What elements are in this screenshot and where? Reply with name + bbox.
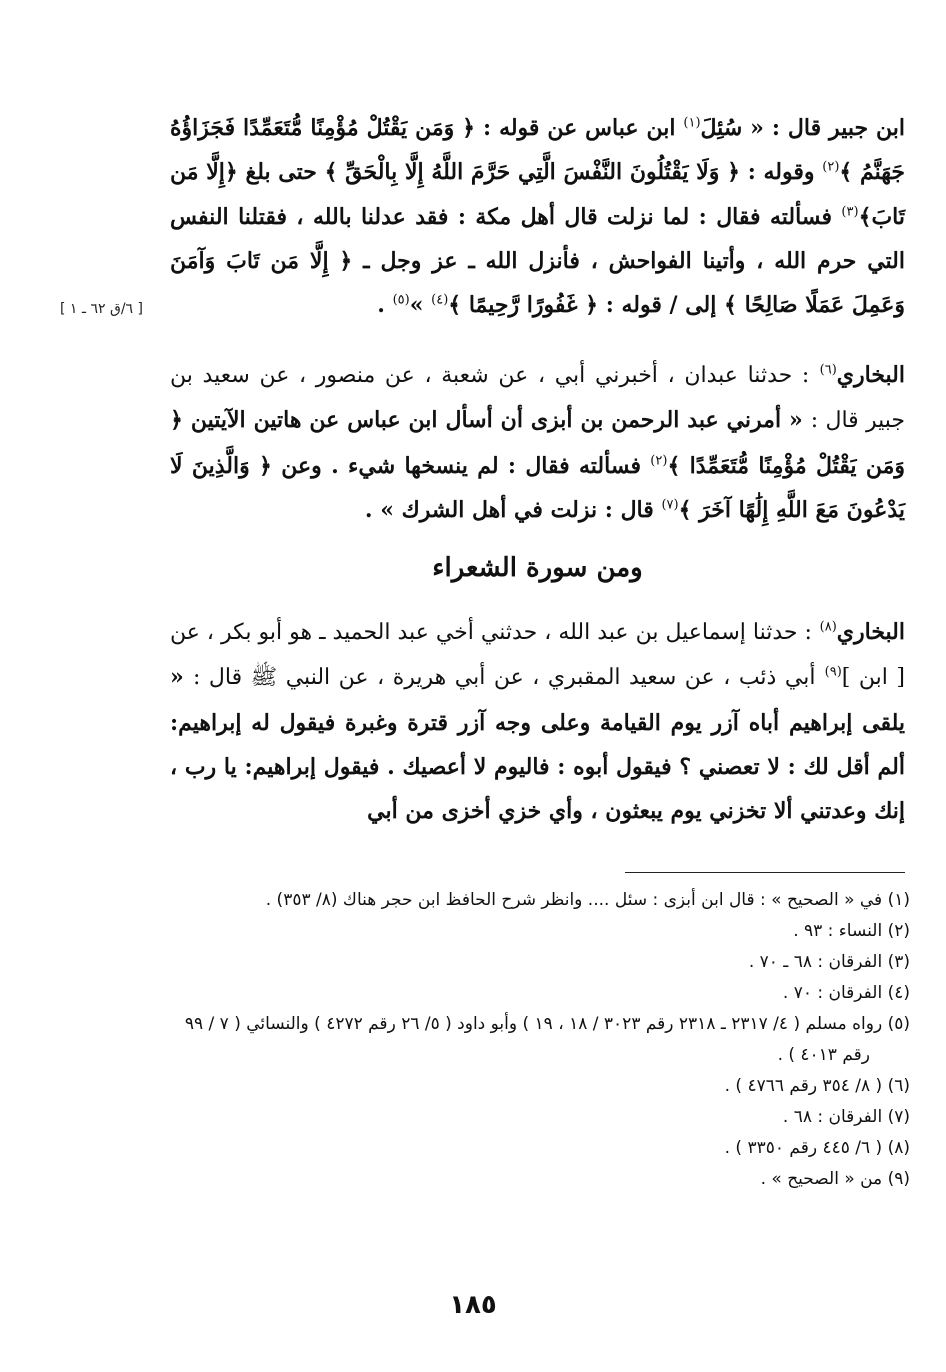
text-segment: ابن عباس عن قوله : ﴿ وَمَن يَقْتُلْ مُؤْمِنًا مُّتَعَمِّدًا فَجَزَاؤُهُ جَهَنَّمُ ﴾ — [170, 115, 906, 186]
footnote-item: (٣) الفرقان : ٦٨ ـ ٧٠ . — [748, 952, 910, 972]
text-segment: فسألته فقال : لما نزلت قال أهل مكة : فقد عدلنا بالله ، فقتلنا النفس التي حرم الله ، وأتينا الفواحش ، فأنزل الله ـ عز وجل ـ ﴿ إِلَّا مَن تَابَ وَآمَنَ وَعَمِلَ عَمَلًا صَالِحًا ﴾ إلى / قوله : ﴿ غَفُورًا رَّحِيمًا ﴾ — [170, 203, 905, 319]
isnad-text: : حدثنا إسماعيل بن عبد الله ، حدثني أخي عبد الحميد ـ هو أبو بكر ، عن [ ابن ] — [170, 620, 905, 691]
source-name: البخاري — [836, 362, 905, 388]
footnote-item: (٢) النساء : ٩٣ . — [793, 921, 910, 941]
footnote-divider — [625, 872, 905, 873]
footnote-ref[interactable]: (٢) — [650, 453, 668, 469]
footnote-ref[interactable]: (٩) — [824, 664, 842, 680]
footnote-ref[interactable]: (٤) — [431, 292, 449, 308]
margin-manuscript-reference: [ ٦/ق ٦٢ ـ ١ ] — [60, 301, 143, 317]
footnote-ref[interactable]: (٨) — [819, 619, 837, 635]
footnote-item: (٨) ( ٦/ ٤٤٥ رقم ٣٣٥٠ ) . — [724, 1138, 910, 1158]
isnad-text: : حدثنا عبدان ، أخبرني أبي ، عن شعبة ، عن منصور ، عن سعيد بن جبير قال : — [170, 363, 905, 434]
section-heading: ومن سورة الشعراء — [432, 553, 643, 583]
paragraph-ibn-abbas-narration — [170, 106, 905, 327]
footnote-ref[interactable]: (٧) — [661, 497, 679, 513]
matn-text: « أمرني عبد الرحمن بن أبزى أن أسأل ابن عباس عن هاتين الآيتين ﴿ وَمَن يَقْتُلْ مُؤْمِنًا مُّتَعَمِّدًا ﴾ — [170, 407, 905, 479]
footnote-item: (٤) الفرقان : ٧٠ . — [782, 983, 910, 1003]
footnote-item: (٧) الفرقان : ٦٨ . — [782, 1107, 910, 1127]
text-segment: ابن جبير قال : « سُئِلَ — [700, 115, 905, 141]
text-segment: . — [377, 292, 385, 319]
footnote-item: (١) في « الصحيح » : قال ابن أبزى : سئل .... وانظر شرح الحافظ ابن حجر هناك (٨/ ٣٥٣) . — [265, 890, 910, 910]
paragraph-bukhari-abdan — [170, 353, 905, 532]
matn-text: « يلقى إبراهيم أباه آزر يوم القيامة وعلى وجه آزر قترة وغبرة فيقول له إبراهيم: ألم أقل لك : لا تعصني ؟ فيقول أبوه : فاليوم لا أعصيك . فيقول إبراهيم: يا رب ، إنك وعدتني ألا تخزني يوم يبعثون ، وأي خزي أخزى من أبي — [170, 664, 905, 825]
footnote-ref[interactable]: (١) — [683, 115, 701, 131]
footnotes-list — [170, 885, 910, 1195]
source-name: البخاري — [836, 619, 905, 645]
matn-text: قال : نزلت في أهل الشرك » . — [364, 496, 654, 523]
text-segment: وقوله : ﴿ وَلَا يَقْتُلُونَ النَّفْسَ الَّتِي حَرَّمَ اللَّهُ إِلَّا بِالْحَقِّ ﴾ حتى بلغ ﴿إِلَّا مَن تَابَ﴾ — [170, 159, 905, 230]
paragraph-bukhari-ismail — [170, 610, 905, 833]
isnad-text: أبي ذئب ، عن سعيد المقبري ، عن أبي هريرة ، عن النبي ﷺ قال : — [192, 665, 816, 691]
footnote-ref[interactable]: (٦) — [819, 362, 837, 378]
footnote-ref[interactable]: (٣) — [841, 204, 859, 220]
text-segment: » — [409, 292, 424, 319]
footnote-ref[interactable]: (٢) — [822, 159, 840, 175]
footnote-item: (٩) من « الصحيح » . — [760, 1169, 910, 1189]
footnote-ref[interactable]: (٥) — [392, 292, 410, 308]
matn-text: فسألته فقال : لم ينسخها شيء . وعن ﴿ وَالَّذِينَ لَا يَدْعُونَ مَعَ اللَّهِ إِلَٰهًا آخَرَ ﴾ — [170, 452, 905, 523]
page-number: ١٨٥ — [449, 1290, 497, 1320]
footnote-item: (٦) ( ٨/ ٣٥٤ رقم ٤٧٦٦ ) . — [724, 1076, 910, 1096]
footnote-item: (٥) رواه مسلم ( ٤/ ٢٣١٧ ـ ٢٣١٨ رقم ٣٠٢٣ / ١٨ ، ١٩ ) وأبو داود ( ٥/ ٢٦ رقم ٤٢٧٢ ) والنسائي ( ٧ / ٩٩ رقم ٤٠١٣ ) . — [184, 1014, 910, 1065]
